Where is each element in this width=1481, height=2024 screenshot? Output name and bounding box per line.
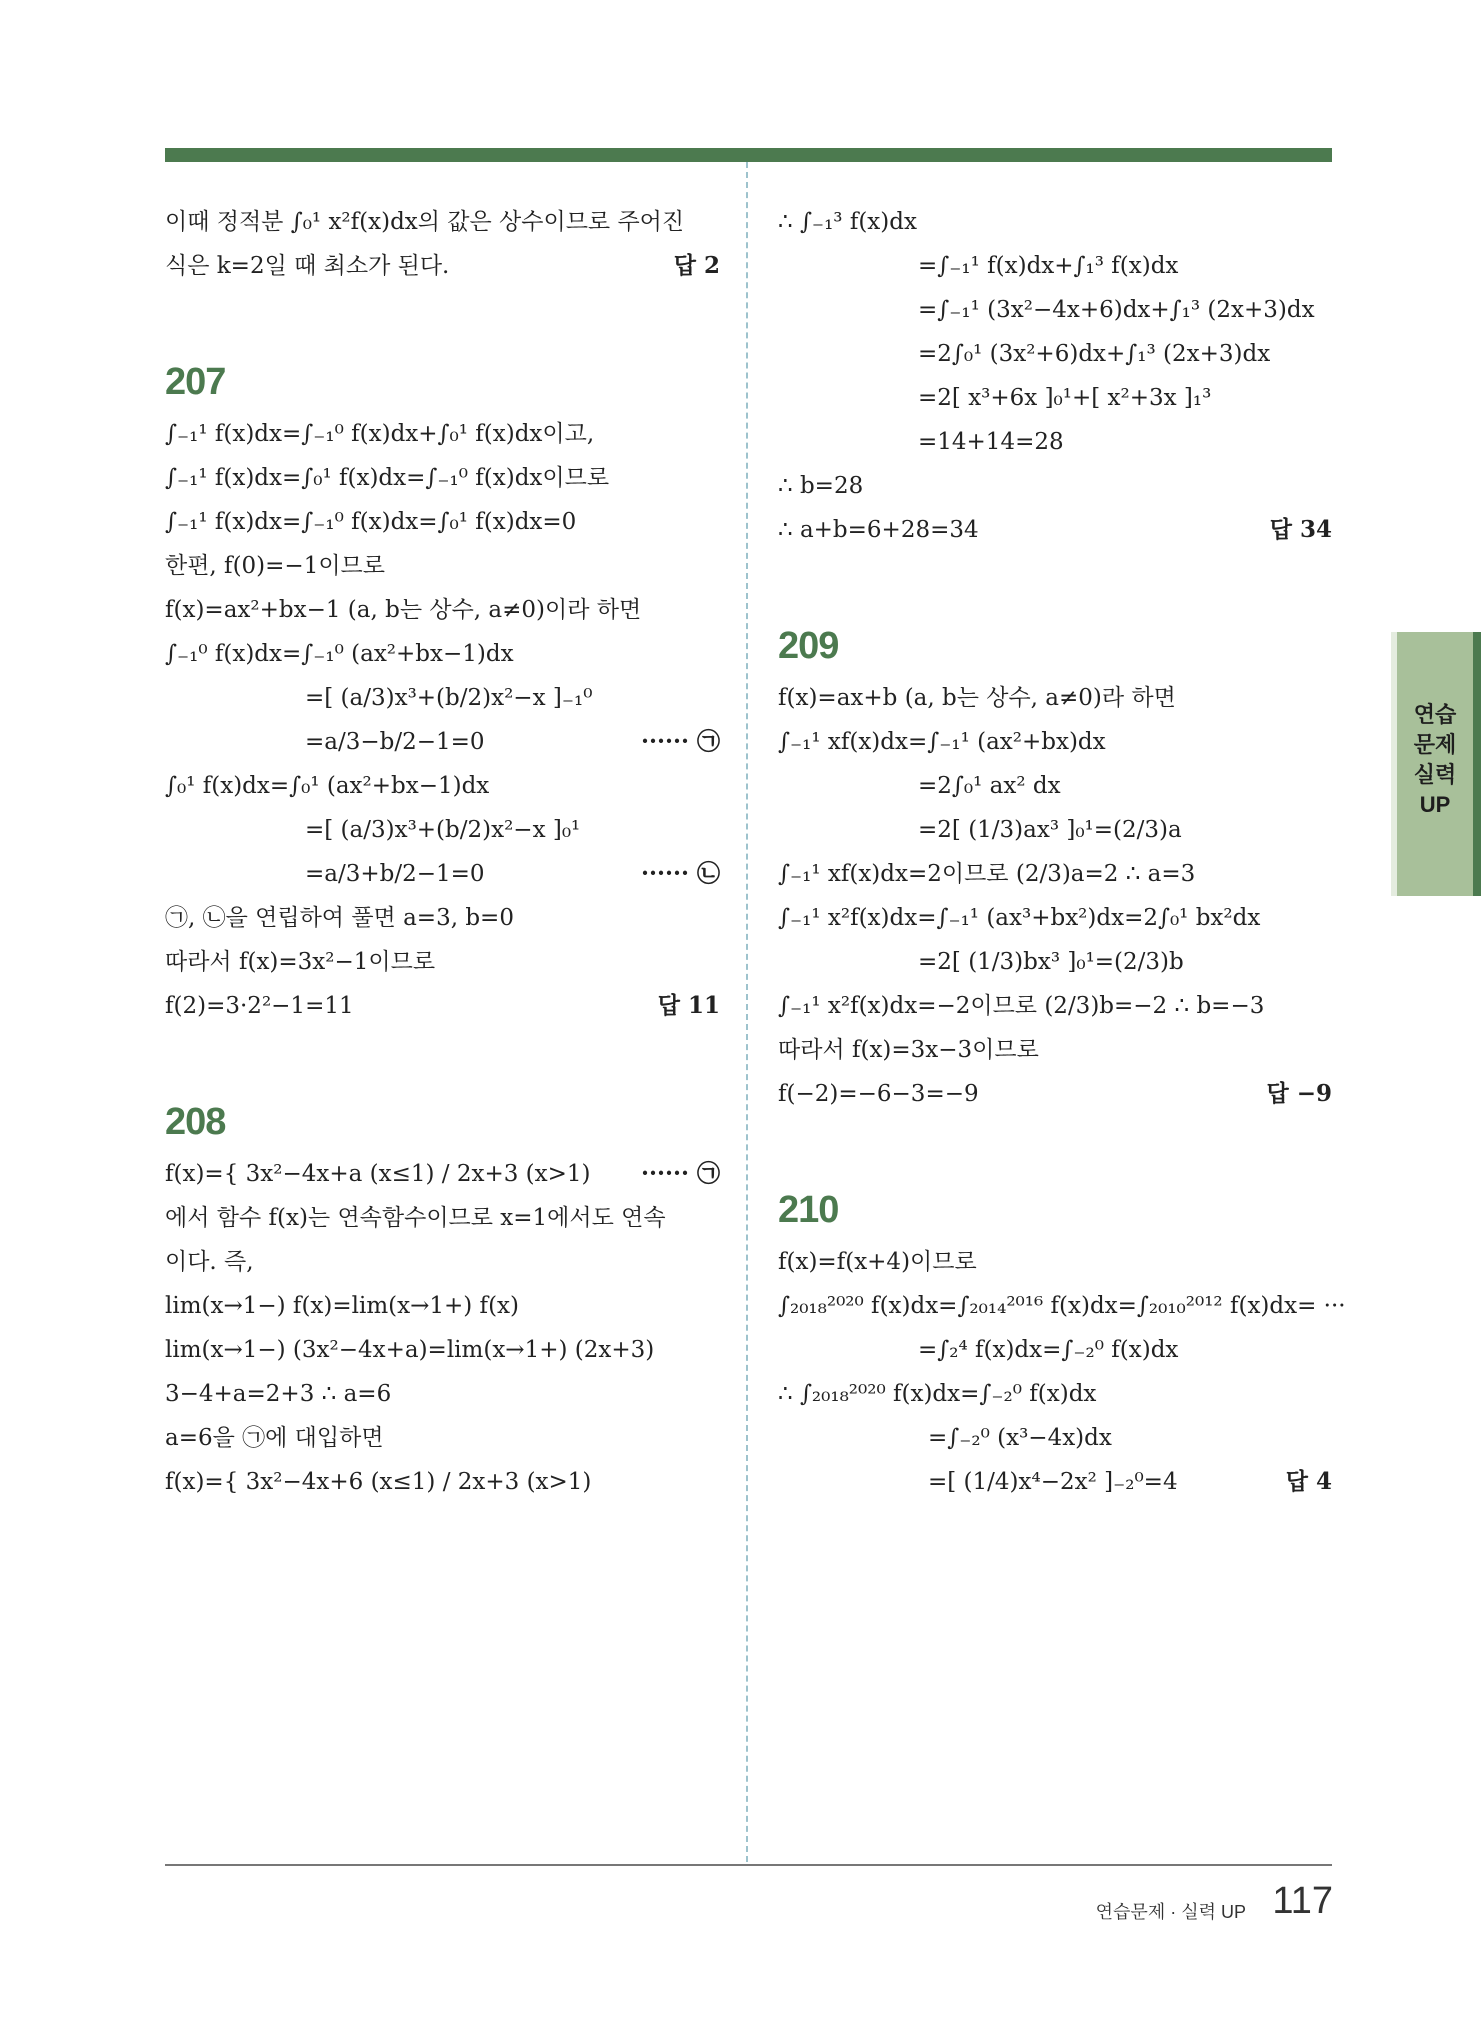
solution-line bbox=[778, 808, 1332, 852]
solution-line bbox=[165, 852, 720, 896]
solution-line bbox=[778, 852, 1332, 896]
line-text: ∴ a+b=6+28=34 bbox=[778, 517, 979, 543]
line-text: 따라서 f(x)=3x²−1이므로 bbox=[165, 949, 436, 975]
line-text: 따라서 f(x)=3x−3이므로 bbox=[778, 1037, 1039, 1063]
solution-line bbox=[165, 764, 720, 808]
line-text: =2[ x³+6x ]₀¹+[ x²+3x ]₁³ bbox=[918, 385, 1212, 411]
solution-line bbox=[165, 632, 720, 676]
right-column bbox=[778, 200, 1346, 1504]
problem-number-210: 210 bbox=[778, 1189, 839, 1231]
solution-line bbox=[778, 464, 1332, 508]
solution-line bbox=[165, 500, 720, 544]
solution-line bbox=[165, 1372, 720, 1416]
line-text: ∫₋₁¹ f(x)dx=∫₋₁⁰ f(x)dx=∫₀¹ f(x)dx=0 bbox=[165, 509, 577, 535]
solution-line bbox=[165, 588, 720, 632]
solution-line bbox=[165, 984, 720, 1028]
solution-line bbox=[778, 1028, 1332, 1072]
line-text: ∫₋₁¹ x²f(x)dx=∫₋₁¹ (ax³+bx²)dx=2∫₀¹ bx²dx bbox=[778, 905, 1261, 931]
page-number: 117 bbox=[1272, 1880, 1333, 1922]
answer-label: 답 4 bbox=[1285, 1468, 1332, 1495]
solution-line bbox=[778, 508, 1332, 552]
solution-line bbox=[165, 1152, 720, 1196]
line-text: ∫₋₁¹ xf(x)dx=2이므로 (2/3)a=2 ∴ a=3 bbox=[778, 861, 1196, 887]
solution-line bbox=[165, 456, 720, 500]
solution-line bbox=[165, 808, 720, 852]
solution-209 bbox=[778, 676, 1332, 1116]
line-text: f(x)=f(x+4)이므로 bbox=[778, 1249, 977, 1275]
answer-label: 답 34 bbox=[1269, 516, 1332, 543]
solution-line bbox=[778, 420, 1332, 464]
equation-marker: ······ ㉠ bbox=[640, 1160, 720, 1187]
line-text: ∫₋₁¹ xf(x)dx=∫₋₁¹ (ax²+bx)dx bbox=[778, 729, 1106, 755]
solution-line bbox=[778, 1372, 1332, 1416]
solution-line bbox=[165, 720, 720, 764]
solution-line bbox=[778, 896, 1332, 940]
line-text: =2[ (1/3)bx³ ]₀¹=(2/3)b bbox=[918, 949, 1184, 975]
solution-line bbox=[778, 1416, 1332, 1460]
line-text: ∫₂₀₁₈²⁰²⁰ f(x)dx=∫₂₀₁₄²⁰¹⁶ f(x)dx=∫₂₀₁₀²⁰¹² f(x)dx= ··· bbox=[778, 1293, 1346, 1319]
intro-solution bbox=[165, 200, 720, 288]
side-tab-label: 연습문제 실력UP bbox=[1413, 702, 1457, 817]
answer-label: 답 −9 bbox=[1266, 1080, 1332, 1107]
solution-line bbox=[165, 544, 720, 588]
solution-line bbox=[778, 376, 1332, 420]
line-text: =a/3−b/2−1=0 bbox=[305, 729, 485, 755]
solution-line bbox=[778, 676, 1332, 720]
solution-line bbox=[778, 1460, 1332, 1504]
line-text: =[ (a/3)x³+(b/2)x²−x ]₋₁⁰ bbox=[305, 685, 593, 711]
left-column bbox=[165, 200, 720, 1504]
solution-line bbox=[165, 1328, 720, 1372]
line-text: =14+14=28 bbox=[918, 429, 1064, 455]
line-text: 식은 k=2일 때 최소가 된다. bbox=[165, 253, 450, 279]
equation-marker: ······ ㉡ bbox=[640, 860, 720, 887]
line-text: lim(x→1−) f(x)=lim(x→1+) f(x) bbox=[165, 1293, 519, 1319]
line-text: ∫₋₁¹ f(x)dx=∫₀¹ f(x)dx=∫₋₁⁰ f(x)dx이므로 bbox=[165, 465, 610, 491]
solution-line bbox=[165, 940, 720, 984]
solution-208 bbox=[165, 1152, 720, 1504]
solution-line bbox=[778, 764, 1332, 808]
line-text: f(x)=ax+b (a, b는 상수, a≠0)라 하면 bbox=[778, 685, 1176, 711]
solution-line bbox=[165, 1240, 720, 1284]
line-text: 3−4+a=2+3 ∴ a=6 bbox=[165, 1381, 392, 1407]
line-text: ∫₋₁¹ x²f(x)dx=−2이므로 (2/3)b=−2 ∴ b=−3 bbox=[778, 993, 1265, 1019]
solution-line bbox=[778, 984, 1332, 1028]
line-text: 이때 정적분 ∫₀¹ x²f(x)dx의 값은 상수이므로 주어진 bbox=[165, 209, 685, 235]
line-text: ∫₀¹ f(x)dx=∫₀¹ (ax²+bx−1)dx bbox=[165, 773, 490, 799]
line-text: ㉠, ㉡을 연립하여 풀면 a=3, b=0 bbox=[165, 905, 514, 931]
line-text: 에서 함수 f(x)는 연속함수이므로 x=1에서도 연속 bbox=[165, 1205, 666, 1231]
footer-label: 연습문제 · 실력 UP bbox=[1095, 1902, 1246, 1922]
line-text: =2[ (1/3)ax³ ]₀¹=(2/3)a bbox=[918, 817, 1182, 843]
line-text: 한편, f(0)=−1이므로 bbox=[165, 553, 385, 579]
line-text: 이다. 즉, bbox=[165, 1249, 254, 1275]
bottom-rule bbox=[165, 1864, 1332, 1866]
line-text: f(2)=3·2²−1=11 bbox=[165, 993, 354, 1019]
solution-210 bbox=[778, 1240, 1346, 1504]
line-text: ∴ ∫₂₀₁₈²⁰²⁰ f(x)dx=∫₋₂⁰ f(x)dx bbox=[778, 1381, 1097, 1407]
problem-number-209: 209 bbox=[778, 625, 839, 667]
line-text: lim(x→1−) (3x²−4x+a)=lim(x→1+) (2x+3) bbox=[165, 1337, 655, 1363]
solution-line bbox=[778, 1240, 1332, 1284]
solution-207 bbox=[165, 412, 720, 1028]
solution-line bbox=[165, 412, 720, 456]
answer-label: 답 11 bbox=[657, 992, 720, 1019]
line-text: f(x)={ 3x²−4x+a (x≤1) / 2x+3 (x>1) bbox=[165, 1161, 591, 1187]
line-text: =∫₋₂⁰ (x³−4x)dx bbox=[928, 1425, 1112, 1451]
solution-208-continued bbox=[778, 200, 1332, 552]
answer-label: 답 2 bbox=[673, 252, 720, 279]
solution-line bbox=[778, 940, 1332, 984]
solution-line bbox=[778, 1072, 1332, 1116]
side-tab bbox=[1391, 632, 1481, 896]
solution-line bbox=[778, 1284, 1346, 1328]
line-text: =∫₋₁¹ f(x)dx+∫₁³ f(x)dx bbox=[918, 253, 1179, 279]
solution-line bbox=[165, 1196, 720, 1240]
solution-line bbox=[165, 1416, 720, 1460]
column-divider bbox=[746, 162, 748, 1862]
line-text: ∴ b=28 bbox=[778, 473, 864, 499]
solution-line bbox=[778, 244, 1332, 288]
line-text: ∫₋₁¹ f(x)dx=∫₋₁⁰ f(x)dx+∫₀¹ f(x)dx이고, bbox=[165, 421, 595, 447]
line-text: f(−2)=−6−3=−9 bbox=[778, 1081, 979, 1107]
solution-line bbox=[778, 1328, 1332, 1372]
top-bar bbox=[165, 148, 1332, 162]
solution-line bbox=[165, 200, 720, 244]
line-text: =2∫₀¹ ax² dx bbox=[918, 773, 1061, 799]
solution-line bbox=[165, 244, 720, 288]
solution-line bbox=[778, 288, 1332, 332]
solution-line bbox=[165, 896, 720, 940]
line-text: ∴ ∫₋₁³ f(x)dx bbox=[778, 209, 917, 235]
line-text: ∫₋₁⁰ f(x)dx=∫₋₁⁰ (ax²+bx−1)dx bbox=[165, 641, 514, 667]
solution-line bbox=[778, 200, 1332, 244]
solution-line bbox=[778, 332, 1332, 376]
line-text: =∫₂⁴ f(x)dx=∫₋₂⁰ f(x)dx bbox=[918, 1337, 1179, 1363]
solution-line bbox=[778, 720, 1332, 764]
line-text: f(x)={ 3x²−4x+6 (x≤1) / 2x+3 (x>1) bbox=[165, 1469, 592, 1495]
line-text: =2∫₀¹ (3x²+6)dx+∫₁³ (2x+3)dx bbox=[918, 341, 1271, 367]
solution-line bbox=[165, 1284, 720, 1328]
side-tab-bar bbox=[1473, 632, 1481, 896]
line-text: =[ (a/3)x³+(b/2)x²−x ]₀¹ bbox=[305, 817, 581, 843]
line-text: =∫₋₁¹ (3x²−4x+6)dx+∫₁³ (2x+3)dx bbox=[918, 297, 1315, 323]
problem-number-207: 207 bbox=[165, 361, 226, 403]
problem-number-208: 208 bbox=[165, 1101, 226, 1143]
line-text: f(x)=ax²+bx−1 (a, b는 상수, a≠0)이라 하면 bbox=[165, 597, 642, 623]
line-text: =a/3+b/2−1=0 bbox=[305, 861, 485, 887]
solution-line bbox=[165, 1460, 720, 1504]
line-text: a=6을 ㉠에 대입하면 bbox=[165, 1425, 384, 1451]
equation-marker: ······ ㉠ bbox=[640, 728, 720, 755]
line-text: =[ (1/4)x⁴−2x² ]₋₂⁰=4 bbox=[928, 1469, 1178, 1495]
solution-line bbox=[165, 676, 720, 720]
